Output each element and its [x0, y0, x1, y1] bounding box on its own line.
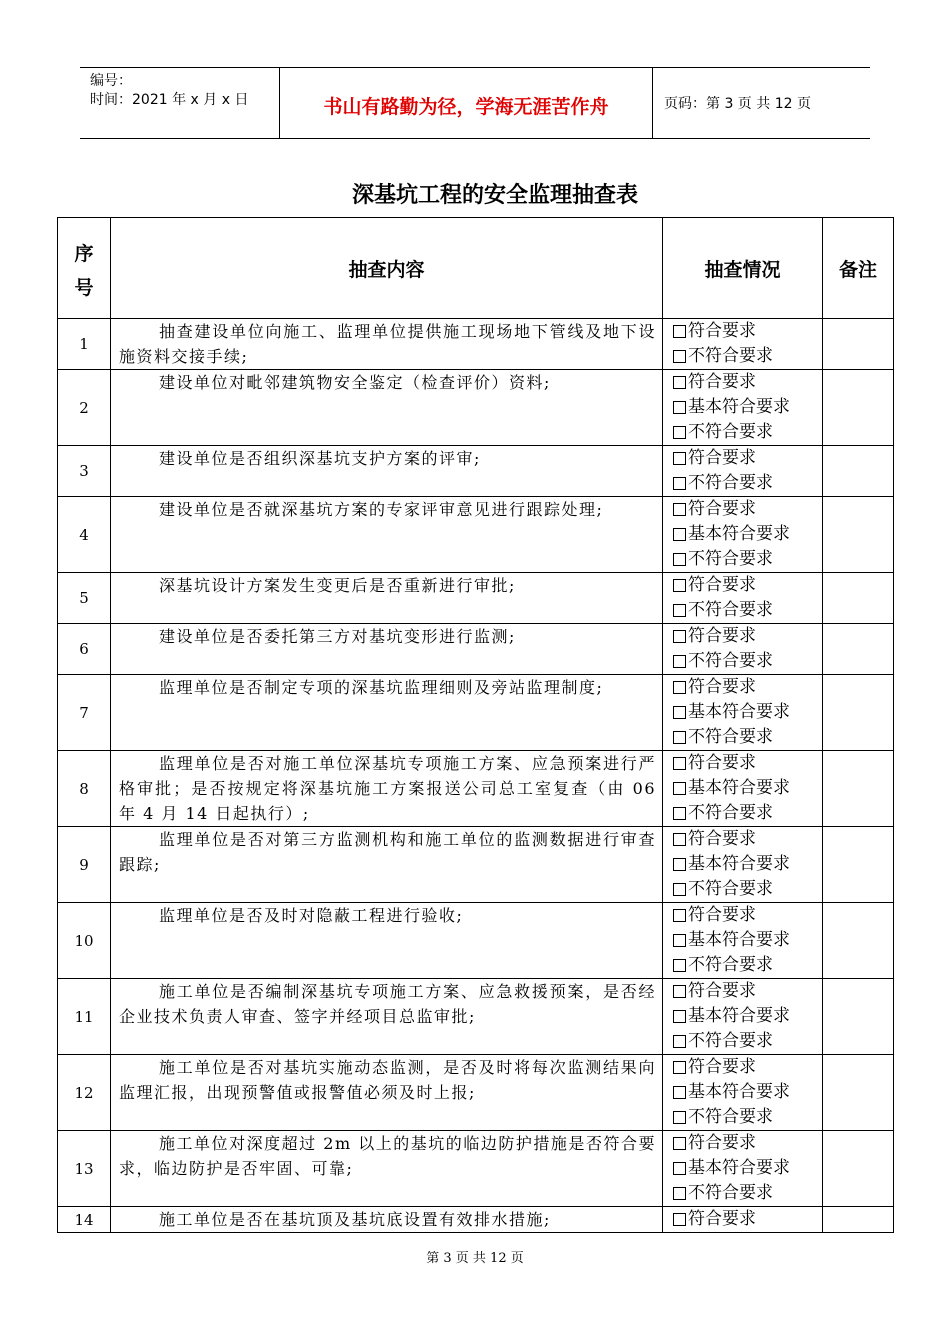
option-label: 符合要求	[688, 981, 756, 1001]
row-content-cell	[111, 370, 663, 446]
option-label: 不符合要求	[688, 651, 773, 671]
checkbox-icon[interactable]	[673, 1111, 686, 1124]
checkbox-icon[interactable]	[673, 731, 686, 744]
row-content: 监理单位是否对第三方监测机构和施工单位的监测数据进行审查跟踪;	[119, 830, 656, 874]
option-not-conforms[interactable]	[673, 1105, 822, 1130]
row-note[interactable]	[823, 624, 894, 675]
row-check-options	[663, 979, 823, 1055]
checkbox-icon[interactable]	[673, 706, 686, 719]
option-label: 基本符合要求	[688, 1158, 790, 1178]
row-note[interactable]	[823, 1055, 894, 1131]
table-row	[58, 1131, 894, 1207]
checkbox-icon[interactable]	[673, 1086, 686, 1099]
option-label: 基本符合要求	[688, 778, 790, 798]
row-content-cell	[111, 573, 663, 624]
row-number: 13	[58, 1131, 111, 1207]
option-label: 符合要求	[688, 626, 756, 646]
checkbox-icon[interactable]	[673, 807, 686, 820]
option-label: 基本符合要求	[688, 1082, 790, 1102]
row-content: 施工单位是否编制深基坑专项施工方案、应急救援预案，是否经企业技术负责人审查、签字并经项目总监审批;	[119, 982, 656, 1026]
option-conforms[interactable]	[673, 751, 822, 776]
row-note[interactable]	[823, 1207, 894, 1233]
row-number: 12	[58, 1055, 111, 1131]
option-label: 基本符合要求	[688, 702, 790, 722]
checkbox-icon[interactable]	[673, 883, 686, 896]
row-number: 9	[58, 827, 111, 903]
option-basically-conforms[interactable]	[673, 522, 822, 547]
table-row	[58, 370, 894, 446]
checkbox-icon[interactable]	[673, 959, 686, 972]
row-check-options	[663, 573, 823, 624]
inspection-table	[57, 217, 894, 1233]
row-content: 建设单位是否组织深基坑支护方案的评审;	[159, 449, 481, 468]
option-basically-conforms[interactable]	[673, 700, 822, 725]
row-number: 6	[58, 624, 111, 675]
row-number: 2	[58, 370, 111, 446]
option-label: 符合要求	[688, 905, 756, 925]
header-note: 备注	[823, 218, 894, 319]
option-not-conforms[interactable]	[673, 598, 822, 623]
row-check-options	[663, 1207, 823, 1233]
time-label: 时间：2021 年 x 月 x 日	[90, 92, 249, 108]
row-note[interactable]	[823, 903, 894, 979]
row-number: 5	[58, 573, 111, 624]
option-label: 基本符合要求	[688, 524, 790, 544]
option-label: 不符合要求	[688, 346, 773, 366]
option-basically-conforms[interactable]	[673, 1004, 822, 1029]
option-not-conforms[interactable]	[673, 953, 822, 978]
row-check-options	[663, 624, 823, 675]
header-page-info: 页码：第 3 页 共 12 页	[664, 96, 811, 112]
row-content: 建设单位是否委托第三方对基坑变形进行监测;	[159, 627, 516, 646]
option-basically-conforms[interactable]	[673, 395, 822, 420]
row-check-options	[663, 446, 823, 497]
checkbox-icon[interactable]	[673, 1061, 686, 1074]
option-label: 基本符合要求	[688, 397, 790, 417]
row-number: 4	[58, 497, 111, 573]
row-content: 深基坑设计方案发生变更后是否重新进行审批;	[159, 576, 516, 595]
header-meta	[80, 68, 280, 138]
option-conforms[interactable]	[673, 624, 822, 649]
option-not-conforms[interactable]	[673, 1181, 822, 1206]
row-content: 监理单位是否对施工单位深基坑专项施工方案、应急预案进行严格审批；是否按规定将深基坑施工方案报送公司总工室复查（由 06 年 4 月 14 日起执行）;	[119, 754, 656, 823]
checkbox-icon[interactable]	[673, 1187, 686, 1200]
row-content: 施工单位是否在基坑顶及基坑底设置有效排水措施;	[159, 1210, 551, 1229]
table-row	[58, 1055, 894, 1131]
table-body	[58, 319, 894, 1233]
checkbox-icon[interactable]	[673, 833, 686, 846]
row-content-cell	[111, 1131, 663, 1207]
option-not-conforms[interactable]	[673, 547, 822, 572]
row-note[interactable]	[823, 573, 894, 624]
row-check-options	[663, 497, 823, 573]
row-check-options	[663, 751, 823, 827]
row-number: 11	[58, 979, 111, 1055]
checkbox-icon[interactable]	[673, 1035, 686, 1048]
header-no-char-2: 号	[74, 277, 94, 299]
row-content-cell	[111, 624, 663, 675]
row-content: 抽查建设单位向施工、监理单位提供施工现场地下管线及地下设施资料交接手续;	[119, 322, 656, 366]
option-conforms[interactable]	[673, 1207, 822, 1232]
option-conforms[interactable]	[673, 675, 822, 700]
row-number: 3	[58, 446, 111, 497]
checkbox-icon[interactable]	[673, 858, 686, 871]
table-row	[58, 827, 894, 903]
checkbox-icon[interactable]	[673, 909, 686, 922]
row-check-options	[663, 1055, 823, 1131]
option-label: 不符合要求	[688, 955, 773, 975]
row-content: 施工单位对深度超过 2m 以上的基坑的临边防护措施是否符合要求，临边防护是否牢固、可靠;	[119, 1134, 656, 1178]
option-basically-conforms[interactable]	[673, 1156, 822, 1181]
table-header-row	[58, 218, 894, 319]
header-no-char-1: 序	[74, 243, 94, 265]
table-row	[58, 319, 894, 370]
table-row	[58, 446, 894, 497]
code-label: 编号：	[90, 73, 132, 89]
table-row	[58, 903, 894, 979]
row-content: 建设单位是否就深基坑方案的专家评审意见进行跟踪处理;	[159, 500, 604, 519]
row-number: 1	[58, 319, 111, 370]
row-number: 7	[58, 675, 111, 751]
row-note[interactable]	[823, 827, 894, 903]
option-label: 符合要求	[688, 1209, 756, 1229]
option-label: 不符合要求	[688, 422, 773, 442]
row-note[interactable]	[823, 370, 894, 446]
option-conforms[interactable]	[673, 370, 822, 395]
option-label: 不符合要求	[688, 727, 773, 747]
row-content: 监理单位是否制定专项的深基坑监理细则及旁站监理制度;	[159, 678, 604, 697]
page-footer: 第 3 页 共 12 页	[426, 1251, 524, 1266]
option-label: 符合要求	[688, 321, 756, 341]
header-motto: 书山有路勤为径，学海无涯苦作舟	[280, 68, 653, 138]
header-check: 抽查情况	[663, 218, 823, 319]
row-content-cell	[111, 903, 663, 979]
checkbox-icon[interactable]	[673, 477, 686, 490]
option-not-conforms[interactable]	[673, 877, 822, 902]
row-note[interactable]	[823, 751, 894, 827]
row-check-options	[663, 827, 823, 903]
header-content: 抽查内容	[111, 218, 663, 319]
checkbox-icon[interactable]	[673, 630, 686, 643]
row-number: 14	[58, 1207, 111, 1233]
row-check-options	[663, 903, 823, 979]
row-check-options	[663, 1131, 823, 1207]
option-basically-conforms[interactable]	[673, 928, 822, 953]
option-not-conforms[interactable]	[673, 649, 822, 674]
row-note[interactable]	[823, 1131, 894, 1207]
row-content: 施工单位是否对基坑实施动态监测，是否及时将每次监测结果向监理汇报，出现预警值或报警值必须及时上报;	[119, 1058, 656, 1102]
option-not-conforms[interactable]	[673, 1029, 822, 1054]
table-row	[58, 573, 894, 624]
option-conforms[interactable]	[673, 979, 822, 1004]
row-check-options	[663, 370, 823, 446]
row-note[interactable]	[823, 446, 894, 497]
row-content-cell	[111, 446, 663, 497]
checkbox-icon[interactable]	[673, 681, 686, 694]
row-note[interactable]	[823, 675, 894, 751]
option-basically-conforms[interactable]	[673, 1080, 822, 1105]
checkbox-icon[interactable]	[673, 426, 686, 439]
row-content-cell	[111, 319, 663, 370]
row-check-options	[663, 319, 823, 370]
option-label: 基本符合要求	[688, 1006, 790, 1026]
document-title: 深基坑工程的安全监理抽查表	[351, 183, 638, 208]
header-no	[58, 218, 111, 319]
option-label: 符合要求	[688, 372, 756, 392]
checkbox-icon[interactable]	[673, 350, 686, 363]
row-check-options	[663, 675, 823, 751]
row-content-cell	[111, 979, 663, 1055]
checkbox-icon[interactable]	[673, 553, 686, 566]
option-conforms[interactable]	[673, 497, 822, 522]
option-not-conforms[interactable]	[673, 471, 822, 496]
option-label: 符合要求	[688, 677, 756, 697]
row-content-cell	[111, 675, 663, 751]
checkbox-icon[interactable]	[673, 1162, 686, 1175]
checkbox-icon[interactable]	[673, 376, 686, 389]
row-note[interactable]	[823, 319, 894, 370]
row-note[interactable]	[823, 979, 894, 1055]
checkbox-icon[interactable]	[673, 325, 686, 338]
option-label: 符合要求	[688, 1133, 756, 1153]
option-label: 不符合要求	[688, 1031, 773, 1051]
checkbox-icon[interactable]	[673, 604, 686, 617]
option-conforms[interactable]	[673, 446, 822, 471]
checkbox-icon[interactable]	[673, 655, 686, 668]
row-content-cell	[111, 827, 663, 903]
option-conforms[interactable]	[673, 1055, 822, 1080]
option-label: 符合要求	[688, 575, 756, 595]
option-not-conforms[interactable]	[673, 344, 822, 369]
checkbox-icon[interactable]	[673, 503, 686, 516]
row-content-cell	[111, 497, 663, 573]
table-row	[58, 979, 894, 1055]
row-content: 建设单位对毗邻建筑物安全鉴定（检查评价）资料;	[159, 373, 551, 392]
checkbox-icon[interactable]	[673, 452, 686, 465]
table-row	[58, 1207, 894, 1233]
table-row	[58, 497, 894, 573]
checkbox-icon[interactable]	[673, 1010, 686, 1023]
checkbox-icon[interactable]	[673, 985, 686, 998]
option-label: 符合要求	[688, 448, 756, 468]
option-not-conforms[interactable]	[673, 420, 822, 445]
option-label: 不符合要求	[688, 879, 773, 899]
option-label: 符合要求	[688, 753, 756, 773]
row-content-cell	[111, 1055, 663, 1131]
option-label: 不符合要求	[688, 1183, 773, 1203]
row-number: 8	[58, 751, 111, 827]
option-basically-conforms[interactable]	[673, 776, 822, 801]
checkbox-icon[interactable]	[673, 1137, 686, 1150]
option-basically-conforms[interactable]	[673, 852, 822, 877]
option-label: 符合要求	[688, 1057, 756, 1077]
checkbox-icon[interactable]	[673, 528, 686, 541]
checkbox-icon[interactable]	[673, 757, 686, 770]
checkbox-icon[interactable]	[673, 579, 686, 592]
option-conforms[interactable]	[673, 827, 822, 852]
option-label: 不符合要求	[688, 1107, 773, 1127]
table-row	[58, 624, 894, 675]
row-content-cell	[111, 1207, 663, 1233]
checkbox-icon[interactable]	[673, 1213, 686, 1226]
option-conforms[interactable]	[673, 903, 822, 928]
option-label: 不符合要求	[688, 803, 773, 823]
checkbox-icon[interactable]	[673, 934, 686, 947]
option-label: 符合要求	[688, 829, 756, 849]
option-conforms[interactable]	[673, 1131, 822, 1156]
option-label: 基本符合要求	[688, 854, 790, 874]
row-number: 10	[58, 903, 111, 979]
option-conforms[interactable]	[673, 319, 822, 344]
row-content-cell	[111, 751, 663, 827]
option-label: 不符合要求	[688, 549, 773, 569]
row-content: 监理单位是否及时对隐蔽工程进行验收;	[159, 906, 464, 925]
option-label: 不符合要求	[688, 473, 773, 493]
table-row	[58, 751, 894, 827]
table-row	[58, 675, 894, 751]
page-header	[80, 67, 870, 139]
option-label: 不符合要求	[688, 600, 773, 620]
option-label: 符合要求	[688, 499, 756, 519]
checkbox-icon[interactable]	[673, 401, 686, 414]
option-conforms[interactable]	[673, 573, 822, 598]
option-not-conforms[interactable]	[673, 725, 822, 750]
checkbox-icon[interactable]	[673, 782, 686, 795]
option-not-conforms[interactable]	[673, 801, 822, 826]
option-label: 基本符合要求	[688, 930, 790, 950]
row-note[interactable]	[823, 497, 894, 573]
